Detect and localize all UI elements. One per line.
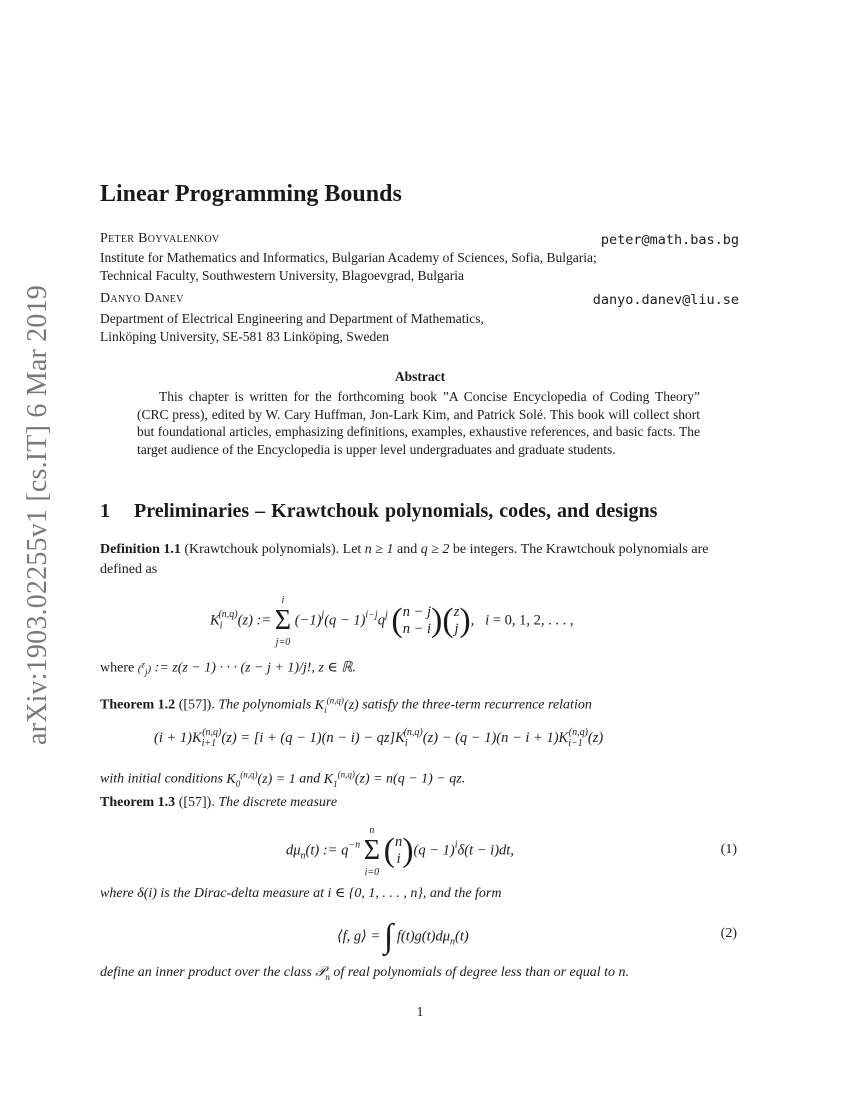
definition-text-c: be integers. The Krawtchouk polynomials are defined as — [100, 542, 709, 577]
author-name-1: Peter Boyvalenkov — [100, 231, 220, 246]
page-number: 1 — [416, 1005, 424, 1020]
definition-note: (Krawtchouk polynomials). — [184, 542, 340, 557]
equation-number-2: (2) — [720, 926, 737, 941]
inner-product-definition: define an inner product over the class 𝒫$_n$ of real polynomials of degree less than or equal to n. — [100, 965, 630, 982]
definition-text-b: and — [393, 542, 421, 557]
where-rest: := z(z − 1) · · · (z − j + 1)/j!, z ∈ ℝ. — [151, 660, 356, 676]
abstract-heading: Abstract — [394, 369, 446, 384]
definition-paragraph — [100, 540, 740, 580]
section-title: Preliminaries – Krawtchouk polynomials, codes, and designs — [134, 500, 658, 522]
summation-symbol-2: n Σ i=0 — [363, 825, 381, 878]
init-text-a: with initial conditions — [100, 771, 227, 787]
theorem-1-3-ref: ([57]). — [178, 795, 215, 810]
abstract-text: This chapter is written for the forthcoming book ”A Concise Encyclopedia of Coding Theory” (CRC press), edited by W. Cary Huffman, Jon-Lark Kim, and Patrick Solé. This book will collect short but foundational articles, emphasizing definitions, examples, exhaustive references, and basic facts. The target audience of the Encyclopedia is upper level undergraduates and graduate students. — [137, 389, 700, 457]
author-name-2: Danyo Danev — [100, 291, 184, 306]
section-number: 1 — [100, 500, 110, 522]
definition-label: Definition 1.1 — [100, 542, 181, 557]
theorem-1-2-text-b: satisfy the three-term recurrence relation — [358, 697, 592, 713]
theorem-1-2-label: Theorem 1.2 — [100, 697, 176, 713]
definition-cond-n: n ≥ 1 — [364, 542, 394, 557]
recurrence-equation: $(i + 1)K_{i+1}^{(n,q)}(z) = [i + (q - 1)(n - i) - qz]K_i^{(n,q)}(z) - (q - 1)(n - i + 1)K_{i-1}^{(n,q)}(z)$ — [154, 727, 604, 749]
dirac-delta-text — [100, 884, 740, 904]
theorem-1-3-label: Theorem 1.3 — [100, 795, 176, 810]
theorem-1-2-text-a: The polynomials — [218, 697, 315, 713]
section-heading — [100, 500, 657, 523]
define-rest: of real polynomials of degree less than or equal to n. — [329, 965, 630, 980]
inner-product-equation: ⟨f, g⟩ = ∫ $f(t)g(t)d\mu_n(t)$ — [337, 918, 469, 955]
theorem-1-3-where: where δ(i) is the Dirac-delta measure at i ∈ {0, 1, . . . , n}, and the form — [100, 886, 502, 901]
integral-symbol: ∫ — [383, 918, 394, 955]
binomial-definition: where ($^z_j$) := z(z − 1) · · · (z − j + 1)/j!, z ∈ ℝ. — [100, 659, 356, 677]
theorem-1-3-text: The discrete measure — [218, 795, 338, 810]
init-text-c: (z) = n(q − 1) − qz. — [354, 771, 466, 787]
author-email-2[interactable]: danyo.danev@liu.se — [592, 292, 739, 308]
arxiv-identifier[interactable]: arXiv:1903.02255v1 [cs.IT] 6 Mar 2019 — [22, 285, 53, 745]
theorem-1-3-statement — [100, 793, 740, 813]
paper-title: Linear Programming Bounds — [100, 181, 402, 207]
author-affiliation-2a: Department of Electrical Engineering and Department of Mathematics, — [100, 311, 484, 326]
where-prefix: where — [100, 660, 138, 676]
equation-number-1: (1) — [720, 842, 737, 857]
theorem-1-2-ref: ([57]). — [178, 697, 215, 713]
author-email-1[interactable]: peter@math.bas.bg — [600, 232, 739, 248]
summation-symbol: i Σ j=0 — [274, 595, 292, 648]
init-text-b: and — [295, 771, 324, 787]
author-affiliation-1a: Institute for Mathematics and Informatics, Bulgarian Academy of Sciences, Sofia, Bulgaria; — [100, 250, 597, 265]
initial-conditions: with initial conditions $K_0^{(n,q)}(z) = 1$ and $K_1^{(n,q)}(z) = n(q - 1)$ − qz. — [100, 769, 466, 789]
definition-cond-q: q ≥ 2 — [420, 542, 450, 557]
theorem-1-2-statement: Theorem 1.2 ([57]). The polynomials $K_i^{(n,q)}(z)$ satisfy the three-term recurrence relation — [100, 695, 592, 715]
author-affiliation-2b: Linköping University, SE-581 83 Linköping, Sweden — [100, 329, 389, 344]
author-affiliation-1b: Technical Faculty, Southwestern University, Blagoevgrad, Bulgaria — [100, 268, 464, 283]
definition-text-a: Let — [342, 542, 365, 557]
define-text: define an inner product over the class 𝒫 — [100, 965, 326, 980]
discrete-measure-equation: $d\mu_n(t)$ := $q^{-n}$ n Σ i=0 (n $i)(q - 1)^i\delta(t - i)dt$, — [286, 825, 514, 878]
krawtchouk-equation: $K_i^{(n,q)}(z)$ := i Σ j=0 $(-1)^j(q - 1)^{i-j}q^j$ (n − j n − i)(z j), i = 0, 1, 2, . . . , — [210, 595, 574, 648]
